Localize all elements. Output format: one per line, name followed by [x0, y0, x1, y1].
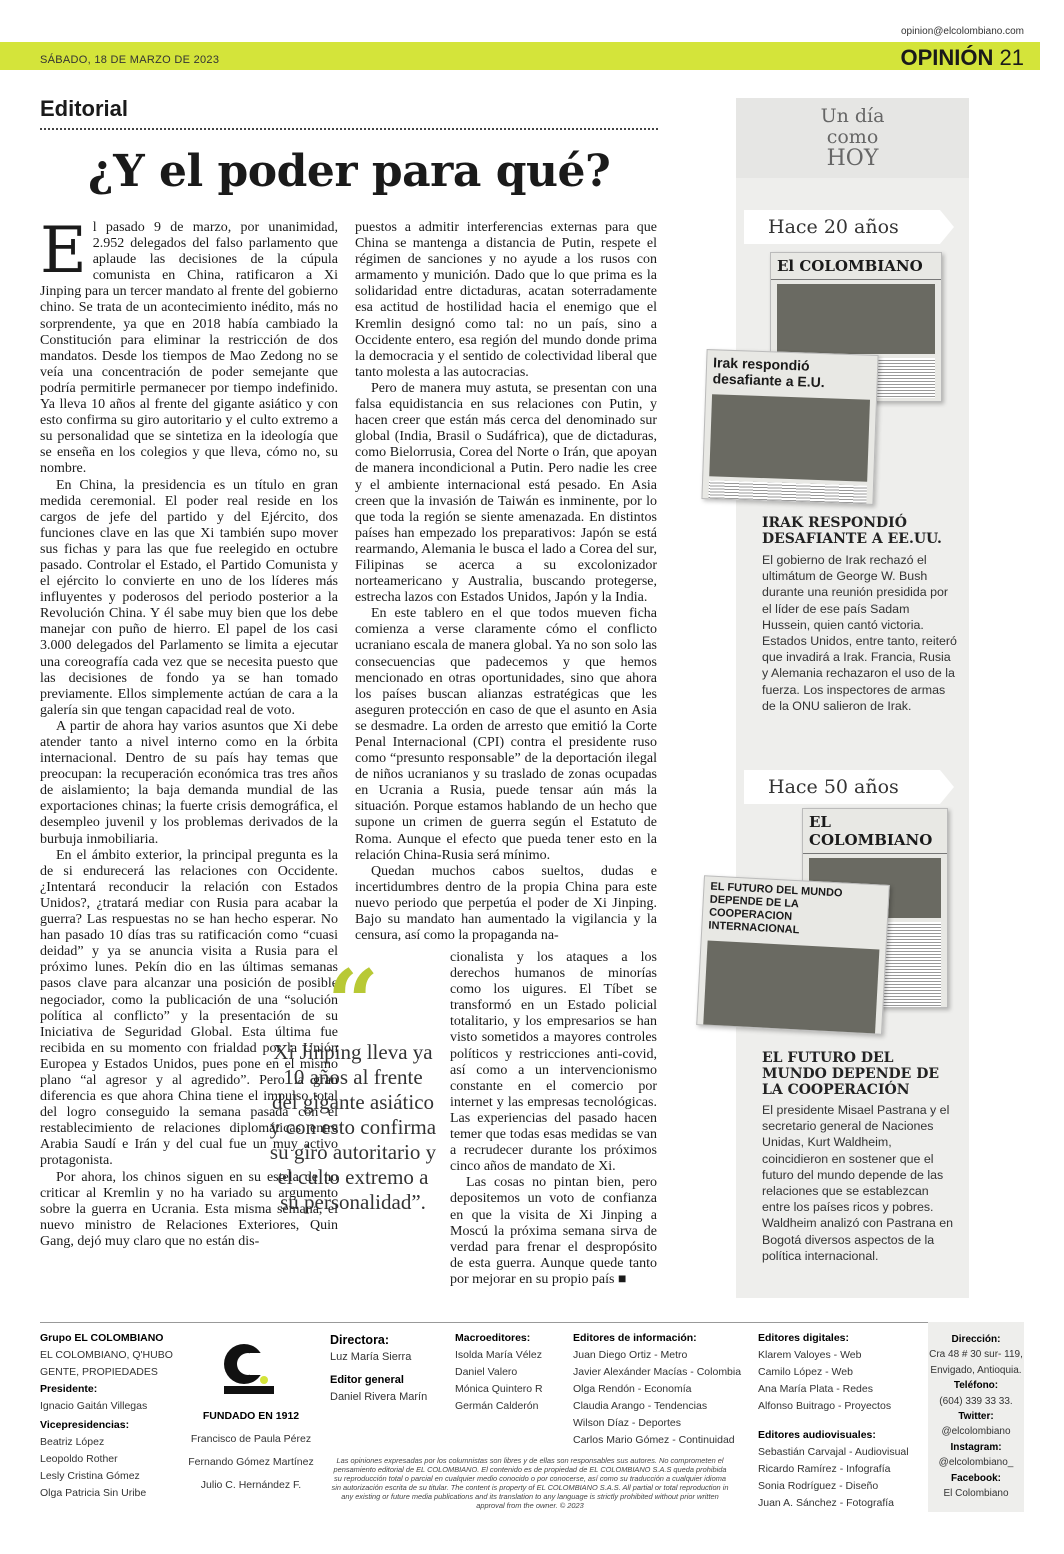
sidebar-item-text: El gobierno de Irak rechazó el ultimátum de George W. Bush durante una reunión presidida por el líder de ese país Sadam Hussein, quien cantó victoria. Estados Unidos, entre tanto, reiteró que invadirá a Irak. Francia, Rusia y Alemania rechazaron el uso de la fuerza. Los inspectores de armas de la ONU salieron de Irak.: [762, 553, 957, 713]
instagram-handle[interactable]: @elcolombiano_: [938, 1457, 1014, 1469]
address-line: Cra 48 # 30 sur- 119,: [929, 1349, 1023, 1361]
macro-editors-block: [455, 1330, 543, 1415]
founder-name: Julio C. Hernández F.: [200, 1479, 302, 1491]
article-column-2: [355, 220, 657, 948]
address-title: Dirección:: [951, 1334, 1001, 1345]
clipping-masthead: El COLOMBIANO: [771, 253, 941, 280]
phone-title: Teléfono:: [953, 1380, 999, 1392]
pull-quote: [268, 950, 438, 1215]
info-editor: Javier Alexánder Macías - Colombia: [573, 1366, 742, 1378]
digital-editor: Alfonso Buitrago - Proyectos: [758, 1400, 892, 1412]
instagram-title: Instagram:: [950, 1441, 1002, 1453]
page-number: 21: [999, 45, 1024, 70]
macro-title: Macroeditores:: [455, 1332, 531, 1344]
info-editor: Wilson Díaz - Deportes: [573, 1417, 681, 1429]
paragraph: En China, la presidencia es un título en gran medida ceremonial. El poder real reside en los cargos de jefe del partido y del Ejército, dos funciones clave en las que Xi también supo mover sus fichas y para las que fue reelegido en octubre pasado. Controlar el Estado, el Partido Comunista y el ejército lo convierte en uno de los líderes más influyentes y poderosos del periodo posterior a la Revolución China. Y él sabe muy bien que los debe manejar con puño de hierro. El papel de los casi 3.000 delegados del Parlamento se limita a ejecutar una coreografía cada vez que se necesita puesto que las decisiones de fondo ya se han tomado previamente. Ellos simplemente actúan de cara a la galería sin que tengan capacidad real de voto.: [40, 477, 338, 718]
pull-quote-text: Xi Jinping lleva ya 10 años al frente del gigante asiático y con esto confirma su giro autoritario y el culto extremo a su personalidad”.: [269, 1040, 437, 1214]
quote-mark-icon: “: [327, 950, 379, 1056]
av-editor: Juan A. Sánchez - Fotografía: [758, 1497, 894, 1509]
group-brands: GENTE, PROPIEDADES: [40, 1366, 158, 1378]
info-editor: Olga Rendón - Economía: [573, 1383, 692, 1395]
contact-box: [928, 1322, 1024, 1512]
issue-date: SÁBADO, 18 DE MARZO DE 2023: [40, 54, 220, 66]
paragraph: Por ahora, los chinos siguen en su estela de no criticar al Kremlin y no ha variado su argumento sobre la guerra en Ucrania. Esta misma semana, el nuevo ministro de Relaciones Exteriores, Quin Gang, dejó muy claro que no están dis-: [40, 1169, 338, 1249]
info-editor: Claudia Arango - Tendencias: [573, 1400, 708, 1412]
digital-editors-block: [758, 1330, 909, 1512]
info-title: Editores de información:: [573, 1332, 697, 1344]
editorial-kicker: Editorial: [40, 96, 129, 121]
macro-editor: Germán Calderón: [455, 1400, 539, 1412]
flag-20-years: Hace 20 años: [744, 210, 940, 244]
legal-disclaimer: Las opiniones expresadas por los columnistas son libres y de ellas son responsables sus autores. No comprometen el pensamiento editorial de EL COLOMBIANO. El contenido es de propiedad de EL COLOMBIANO S.A.S queda prohibida su reproducción total o parcial en cualquier medio conocido o por conocerse, así como su traducción a cualquier idioma sin autorización escrita de su titular. The content is property of EL COLOMBIANO S.A.S. All partial or total reproduction in any existing or future media publications and its translation to any language is strictly prohibited without prior written approval from the owner. © 2023: [331, 1456, 729, 1510]
macro-editor: Isolda María Vélez: [455, 1349, 542, 1361]
editorial-headline: ¿Y el poder para qué?: [88, 146, 611, 197]
kicker-divider: [40, 128, 658, 130]
founders-block: [186, 1408, 316, 1494]
group-brands: EL COLOMBIANO, Q'HUBO: [40, 1349, 173, 1361]
macro-editor: Mónica Quintero R: [455, 1383, 543, 1395]
group-block: [40, 1330, 173, 1502]
sidebar-header-line: Un día: [820, 105, 885, 127]
founder-name: Francisco de Paula Pérez: [190, 1433, 312, 1445]
info-editor: Juan Diego Ortiz - Metro: [573, 1349, 688, 1361]
founded-year: FUNDADO EN 1912: [202, 1410, 300, 1422]
article-column-2-continued: [450, 950, 657, 1298]
paragraph: [40, 220, 338, 478]
general-editor-title: Editor general: [330, 1374, 404, 1386]
archive-clipping-50-front: [696, 875, 890, 1035]
founder-name: Fernando Gómez Martínez: [188, 1456, 314, 1468]
digital-editor: Camilo López - Web: [758, 1366, 853, 1378]
paragraph-text: l pasado 9 de marzo, por unanimidad, 2.952 delegados del falso parlamento que aplaude las decisiones de la cúpula comunista en China, ratificaron a Xi Jinping para un tercer mandato al frente del gobierno chino. Se trata de un acontecimiento inédito, más no sorprendente, ya que en 2018 había cambiado la Constitución para eliminar la restricción de dos mandatos. Desde los tiempos de Mao Zedong no se veía una concentración de poder semejante que podría permitirle permanecer por tiempo indefinido. Ya lleva 10 años al frente del gigante asiático y con esto confirma su giro autoritario y el culto extremo a su personalidad que se sintetiza en la ideología que se enseña en los colegios y que lleva, cómo no, su nombre.: [40, 220, 338, 477]
email-link[interactable]: opinion@elcolombiano.com: [901, 26, 1024, 37]
paragraph: Pero de manera muy astuta, se presentan con una falsa equidistancia en sus relaciones con Putin, y hacen creer que están más cerca del denominado sur global (India, Brasil o Sudáfrica), que de dictaduras, como Bielorrusia, Corea del Norte o Irán, que apoyan de manera incondicional a Putin. Pero nadie les cree y el ambiente internacional está pesado. En Asia creen que la invasión de Taiwán es inminente, por lo que toda la región se siente amenazada. En distintos países han empezado los preparativos: Japón se está rearmando, Alemania le busca el lado a Corea del sur, Filipinas se acerca a su excolonizador norteamericano y Australia, buscando protegerse, estrecha lazos con Estados Unidos, Japón y la India.: [355, 380, 657, 606]
logo-icon: [220, 1340, 278, 1398]
general-editor-name: Daniel Rivera Marín: [330, 1391, 428, 1403]
group-title: Grupo EL COLOMBIANO: [40, 1332, 164, 1344]
clipping-photo: [703, 941, 879, 1035]
vp-title: Vicepresidencias:: [40, 1419, 130, 1431]
facebook-page[interactable]: El Colombiano: [943, 1488, 1009, 1500]
paragraph: cionalista y los ataques a los derechos humanos de minorías como los uigures. El Tíbet se transformó en un Estado policial totalitario, y los empresarios se han visto sometidos a mayores controles políticos y restricciones anti-covid, así como a un intervencionismo constante en el comercio por internet y las empresas tecnológicas. Las experiencias del pasado hacen temer que todas esas medidas se van a recrudecer durante los próximos cinco años de mandato de Xi.: [450, 950, 657, 1175]
av-editor: Ricardo Ramírez - Infografía: [758, 1463, 891, 1475]
info-editor: Carlos Mario Gómez - Continuidad: [573, 1434, 735, 1446]
vp-name: Olga Patricia Sin Uribe: [40, 1487, 147, 1499]
paragraph: Quedan muchos cabos sueltos, dudas e incertidumbres dentro de la propia China para este nuevo periodo que perpetúa el poder de Xi Jinping. Bajo su mandato han aumentado la vigilancia y la censura, así como la propaganda na-: [355, 863, 657, 944]
digital-title: Editores digitales:: [758, 1332, 850, 1344]
digital-editor: Klarem Valoyes - Web: [758, 1349, 862, 1361]
section-title: [900, 45, 1024, 71]
vp-name: Beatriz López: [40, 1436, 105, 1448]
clipping-photo: [777, 284, 935, 354]
clipping-photo: [709, 394, 870, 481]
clipping-text: [708, 480, 867, 505]
el-colombiano-logo: [220, 1340, 278, 1398]
paragraph: Las cosas no pintan bien, pero depositemos un voto de confianza en que la visita de Xi Jinping a Moscú la próxima semana sirva de verdad para frenar el despropósito de esta guerra. Aunque quede tanto por mejorar en su propio país ■: [450, 1175, 657, 1287]
av-title: Editores audiovisuales:: [758, 1429, 876, 1441]
vp-name: Leopoldo Rother: [40, 1453, 118, 1465]
director-name: Luz María Sierra: [330, 1351, 412, 1363]
twitter-title: Twitter:: [958, 1411, 994, 1423]
sidebar-item-text: El presidente Misael Pastrana y el secretario general de Naciones Unidas, Kurt Waldheim, coincidieron en sostener que el futuro del mundo depende de las relaciones que se establezcan entre los países ricos y pobres. Waldheim analizó con Pastrana en Bogotá diversos aspectos de la política internacional.: [762, 1103, 954, 1263]
sidebar-item-title: EL FUTURO DEL MUNDO DEPENDE DE LA COOPERACIÓN: [762, 1050, 940, 1098]
paragraph: En este tablero en el que todos mueven ficha comienza a verse claramente cómo el conflicto ucraniano escala de manera global. Ya no son solo las consecuencias que padecemos y que hemos mencionado en otras oportunidades, sino que ahora los países buscan alianzas estratégicas que les aseguren protección en caso de que el asunto en Asia se desmadre. La orden de arresto que emitió la Corte Penal Internacional (CPI) contra el presidente ruso como “presunto responsable” de la deportación ilegal de niños ucranianos y su traslado de zonas ocupadas en Ucrania a Rusia, puede tensar aún más la situación. Porque estamos hablando de un hecho que supone un crimen de guerra según el Estatuto de Roma. Aunque el efecto que pueda tener esto en la relación China-Rusia será mínimo.: [355, 606, 657, 863]
sidebar-header: [736, 98, 969, 178]
av-editor: Sebastián Carvajal - Audiovisual: [758, 1446, 909, 1458]
director-block: [330, 1332, 427, 1406]
section-name: OPINIÓN: [900, 45, 994, 70]
av-editor: Sonia Rodríguez - Diseño: [758, 1480, 879, 1492]
drop-cap: E: [40, 220, 87, 288]
archive-clipping-20-front: [701, 349, 878, 505]
macro-editor: Daniel Valero: [455, 1366, 518, 1378]
paragraph: A partir de ahora hay varios asuntos que Xi debe atender tanto a nivel interno como en la órbita internacional. Dentro de su país hay temas que preocupan: la recuperación económica tras tres años de aislamiento; la baja demanda mundial de las exportaciones chinas; la fuerte crisis demográfica, el desempleo juvenil y los problemas derivados de la burbuja inmobiliaria.: [40, 718, 338, 847]
clipping-masthead: EL COLOMBIANO: [803, 809, 947, 854]
address-line: Envigado, Antioquia.: [930, 1364, 1022, 1376]
info-editors-block: [573, 1330, 741, 1449]
flag-50-years: Hace 50 años: [744, 770, 940, 804]
clipping-headline: EL FUTURO DEL MUNDO DEPENDE DE LA COOPERACION INTERNACIONAL: [708, 880, 843, 937]
phone-number[interactable]: (604) 339 33 33.: [939, 1395, 1013, 1407]
paragraph: En el ámbito exterior, la principal pregunta es la de si endurecerá las relaciones con Occidente. ¿Intentará reconducir la relación con Estados Unidos?, ¿tratará mediar con Rusia para acabar la guerra? Las respuestas no se han hecho esperar. No han pasado 10 días tras su ratificación como “cuasi deidad” y ya se anuncia visita a Rusia para el próximo lunes. Pekín dio en las últimas semanas pasos clave para alcanzar una posición de posible negociador, como la publicación de una “solución política al conflicto” y la presentación de su Iniciativa de Seguridad Global. Esta última fue recibida en su momento con frialdad por la Unión Europea y Estados Unidos, pues pone en el mismo plano “al agresor y al agredido”. Pero la gran diferencia es que ahora China tiene el impulso total del logro conseguido la semana pasada con el restablecimiento de relaciones diplomáticas entre Arabia Saudí e Irán y del cual fue un muy activo protagonista.: [40, 847, 338, 1169]
footer-divider: [40, 1322, 1024, 1323]
clipping-headline: Irak respondió desafiante a E.U.: [712, 354, 825, 391]
director-title: Directora:: [330, 1333, 390, 1347]
sidebar-header-line: como: [826, 126, 879, 148]
paragraph: puestos a admitir interferencias externas para que China se mantenga a distancia de Putin, respete el régimen de sanciones y no ayude a los rusos con armamento y munición. Dado que lo que prima es la solidaridad entre dictaduras, acatan soterradamente esa actitud de hostilidad hacia el enemigo que el Kremlin designó como tal: no un país, sino a Occidente entero, esa región del mundo donde prima la democracia y el sentido de colectividad liberal que tanto molesta a las autocracias.: [355, 220, 657, 380]
sidebar-header-line: HOY: [826, 146, 879, 171]
digital-editor: Ana María Plata - Redes: [758, 1383, 873, 1395]
president-name: Ignacio Gaitán Villegas: [40, 1400, 148, 1412]
president-title: Presidente:: [40, 1383, 98, 1395]
sidebar-item-title: IRAK RESPONDIÓ DESAFIANTE A EE.UU.: [762, 515, 942, 547]
twitter-handle[interactable]: @elcolombiano: [941, 1426, 1011, 1438]
facebook-title: Facebook:: [950, 1472, 1001, 1484]
vp-name: Lesly Cristina Gómez: [40, 1470, 140, 1482]
